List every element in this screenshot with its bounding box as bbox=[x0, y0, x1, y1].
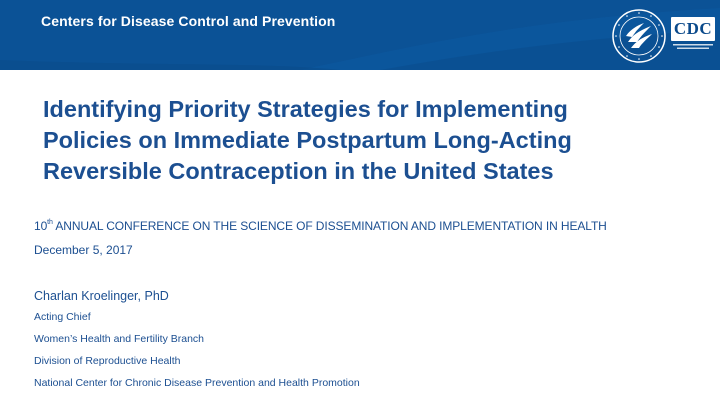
conference-ordinal: th bbox=[47, 219, 53, 226]
cdc-tagline-decoration bbox=[671, 43, 715, 53]
cdc-logo-text: CDC bbox=[673, 19, 713, 38]
logo-group bbox=[611, 8, 713, 64]
title-line: Reversible Contraception in the United States bbox=[43, 158, 554, 184]
hhs-seal-icon bbox=[611, 8, 667, 64]
conference-number: 10 bbox=[34, 219, 48, 233]
author-branch: Women’s Health and Fertility Branch bbox=[34, 333, 205, 345]
author-title: Acting Chief bbox=[34, 311, 91, 323]
conference-name bbox=[34, 219, 607, 233]
author-division: Division of Reproductive Health bbox=[34, 355, 181, 367]
author-center: National Center for Chronic Disease Prevention and Health Promotion bbox=[34, 377, 360, 389]
title-line: Policies on Immediate Postpartum Long-Acting bbox=[43, 127, 572, 153]
cdc-logo bbox=[671, 17, 715, 57]
header-banner bbox=[0, 0, 720, 70]
slide-title bbox=[43, 94, 643, 187]
conference-date: December 5, 2017 bbox=[34, 243, 133, 257]
org-name: Centers for Disease Control and Prevention bbox=[41, 13, 336, 29]
conference-title: ANNUAL CONFERENCE ON THE SCIENCE OF DISSEMINATION AND IMPLEMENTATION IN HEALTH bbox=[52, 219, 607, 233]
title-line: Identifying Priority Strategies for Implementing bbox=[43, 96, 568, 122]
author-name: Charlan Kroelinger, PhD bbox=[34, 289, 169, 303]
